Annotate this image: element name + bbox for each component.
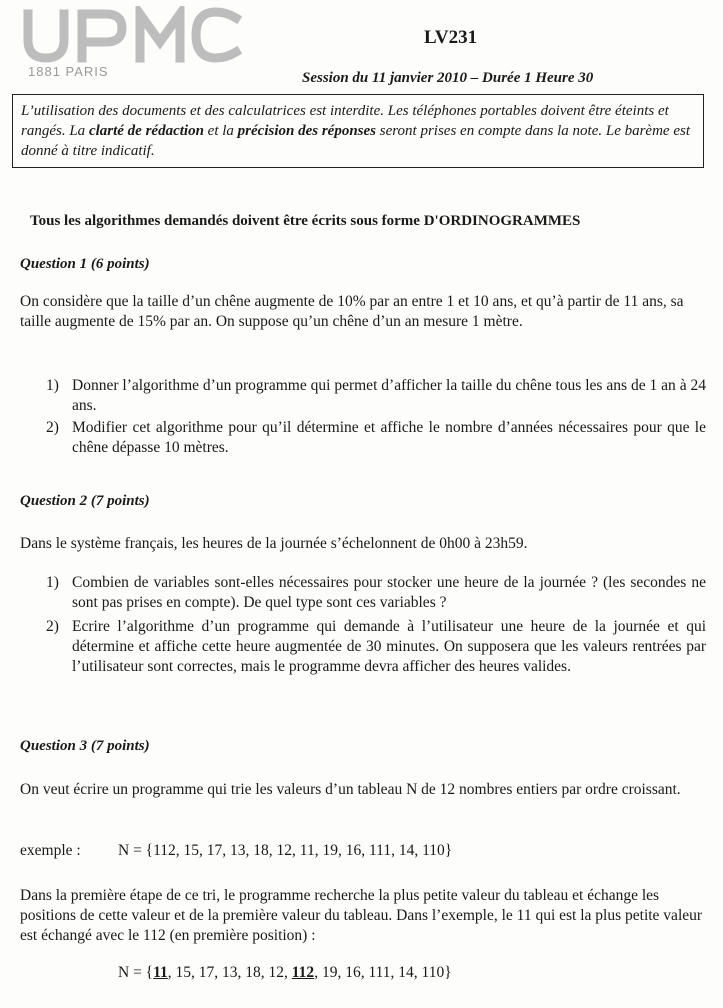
item-text: Combien de variables sont-elles nécessaires pour stocker une heure de la journée ? (les secondes ne sont pas prises en compte). De quel type sont ces variables ?	[72, 574, 706, 611]
example-array: N = {112, 15, 17, 13, 18, 12, 11, 19, 16, 111, 14, 110}	[118, 842, 453, 859]
question-2-item-2	[46, 617, 706, 677]
question-1-intro: On considère que la taille d’un chêne augmente de 10% par an entre 1 et 10 ans, et qu’à partir de 11 ans, sa taille augmente de 15% par an. On suppose qu’un chêne d’un an mesure 1 mètre.	[20, 293, 684, 330]
notice-bold-precision: précision des réponses	[237, 123, 377, 139]
result-first-swapped: 11	[153, 964, 168, 981]
question-3-step: Dans la première étape de ce tri, le programme recherche la plus petite valeur du tableau et échange les positions de cette valeur et de la première valeur du tableau. Dans l’exemple, le 11 qui est la plus petite valeur est échangé avec le 112 (en première position) :	[20, 887, 703, 944]
question-2-title: Question 2 (7 points)	[20, 493, 150, 509]
question-1-title: Question 1 (6 points)	[20, 256, 150, 272]
result-second-swapped: 112	[291, 964, 315, 981]
exam-notice-box	[12, 94, 704, 168]
notice-text: et la	[203, 123, 238, 139]
question-1-item-1	[46, 376, 706, 416]
item-number: 2)	[46, 618, 59, 635]
question-3-title: Question 3 (7 points)	[20, 738, 150, 754]
question-3-intro: On veut écrire un programme qui trie les valeurs d’un tableau N de 12 nombres entiers par ordre croissant.	[20, 781, 681, 798]
result-prefix: N = {	[118, 964, 154, 981]
result-middle: , 15, 17, 13, 18, 12,	[167, 964, 292, 981]
item-text: Donner l’algorithme d’un programme qui permet d’afficher la taille du chêne tous les ans de 1 an à 24 ans.	[72, 377, 706, 414]
result-suffix: , 19, 16, 111, 14, 110}	[314, 964, 452, 981]
course-code: LV231	[424, 27, 478, 48]
session-info: Session du 11 janvier 2010 – Durée 1 Heure 30	[302, 70, 594, 86]
item-text: Ecrire l’algorithme d’un programme qui demande à l’utilisateur une heure de la journée et qui détermine et affiche cette heure augmentée de 30 minutes. On supposera que les valeurs rentrées par l’utilisateur sont correctes, mais le programme devra afficher des heures valides.	[72, 618, 706, 675]
example-line	[20, 842, 452, 860]
item-number: 2)	[46, 419, 59, 436]
question-2-item-1	[46, 573, 706, 613]
example-label: exemple :	[20, 842, 81, 859]
notice-bold-clarity: clarté de rédaction	[88, 123, 204, 139]
swap-result-line	[118, 964, 452, 982]
question-2-intro: Dans le système français, les heures de la journée s’échelonnent de 0h00 à 23h59.	[20, 535, 528, 552]
notice-text: L’utilisation des documents et des calculatrices est interdite. Les téléphones portables doivent être éteints et rangés. La	[21, 103, 669, 139]
item-number: 1)	[46, 574, 59, 591]
notice-text: seront prises en compte dans la note. Le barème est donné à titre indicatif.	[21, 123, 690, 159]
question-1-item-2	[46, 418, 706, 458]
main-instruction: Tous les algorithmes demandés doivent être écrits sous forme D'ORDINOGRAMMES	[30, 213, 581, 229]
logo-subtext: 1881 PARIS	[28, 64, 109, 79]
item-text: Modifier cet algorithme pour qu’il détermine et affiche le nombre d’années nécessaires pour que le chêne dépasse 10 mètres.	[72, 419, 706, 456]
item-number: 1)	[46, 377, 59, 394]
